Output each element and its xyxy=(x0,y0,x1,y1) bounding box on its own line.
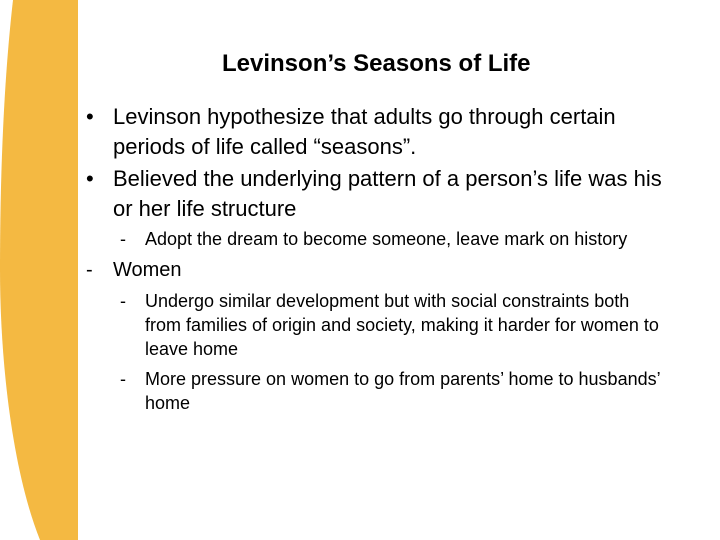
bullet-text-line: or her life structure xyxy=(113,196,297,221)
bullet-text-line: Believed the underlying pattern of a person’s life was his xyxy=(113,166,662,191)
sub-bullet-marker: - xyxy=(120,229,126,249)
bullet-marker: • xyxy=(86,166,94,191)
bullet-text-line: periods of life called “seasons”. xyxy=(113,134,417,159)
sub-bullet-marker: - xyxy=(120,369,126,389)
sub-bullet-text-line: from families of origin and society, making it harder for women to xyxy=(145,315,659,335)
dash-item-text: Women xyxy=(113,259,182,281)
sub-bullet-text-line: home xyxy=(145,393,191,413)
sub-bullet-text-line: leave home xyxy=(145,339,239,359)
dash-marker: - xyxy=(86,259,93,281)
sub-bullet-text-line: More pressure on women to go from parents’ home to husbands’ xyxy=(145,369,661,389)
bullet-text-line: Levinson hypothesize that adults go through certain xyxy=(113,104,616,129)
sub-bullet-marker: - xyxy=(120,291,126,311)
bullet-marker: • xyxy=(86,104,94,129)
slide-title: Levinson’s Seasons of Life xyxy=(222,50,531,77)
sub-bullet-text-line: Adopt the dream to become someone, leave mark on history xyxy=(145,229,628,249)
sub-bullet-text-line: Undergo similar development but with social constraints both xyxy=(145,291,630,311)
